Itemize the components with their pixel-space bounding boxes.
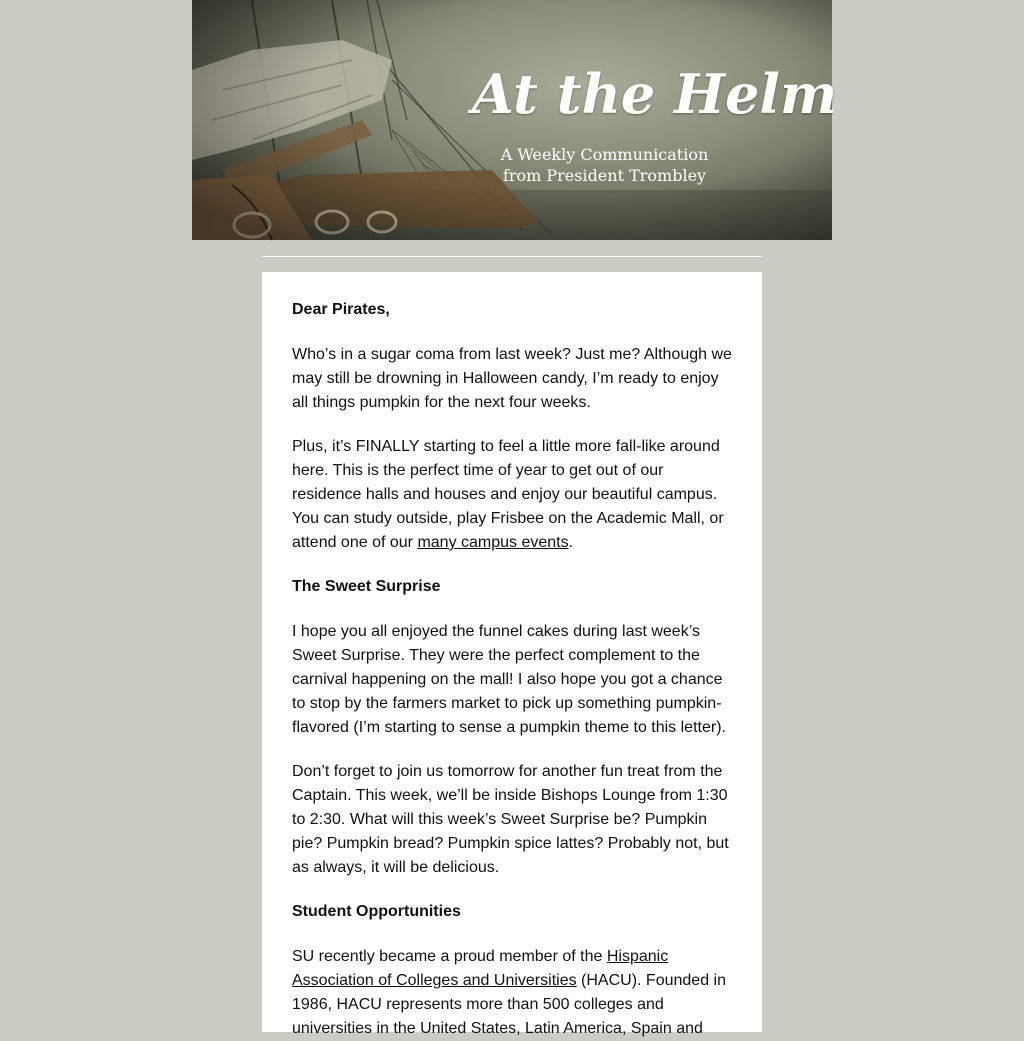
- paragraph-funnel-cakes: I hope you all enjoyed the funnel cakes during last week’s Sweet Surprise. They were the perfect complement to the carnival happening on the mall! I also hope you got a chance to stop by the farmers market to pick up something pumpkin-flavored (I’m starting to sense a pumpkin theme to this letter).: [292, 623, 726, 736]
- subtitle-line-1: A Weekly Communication: [500, 145, 709, 164]
- letter-body: [262, 272, 762, 1037]
- paragraph-fall-text: Plus, it’s FINALLY starting to feel a little more fall-like around here. This is the perfect time of year to get out of our residence halls and houses and enjoy our beautiful campus. You can study outside, play Frisbee on the Academic Mall, or attend one of our: [292, 438, 724, 551]
- header-divider: [262, 256, 762, 257]
- paragraph-fall-end: .: [568, 534, 574, 551]
- paragraph-hacu: [292, 945, 732, 1041]
- paragraph-fall: [292, 435, 732, 555]
- paragraph-hacu-rest: (HACU). Founded in 1986, HACU represents more than 500 colleges and universities in the United States, Latin America, Spain and: [292, 972, 726, 1037]
- newsletter-title: At the Helm: [472, 62, 838, 126]
- paragraph-intro: Who’s in a sugar coma from last week? Just me? Although we may still be drowning in Halloween candy, I’m ready to enjoy all things pumpkin for the next four weeks.: [292, 346, 732, 411]
- header-banner: [192, 0, 838, 240]
- heading-sweet-surprise: The Sweet Surprise: [292, 578, 441, 595]
- paragraph-hacu-text: SU recently became a proud member of the: [292, 948, 607, 965]
- paragraph-treat: Don’t forget to join us tomorrow for another fun treat from the Captain. This week, we’ll be inside Bishops Lounge from 1:30 to 2:30. What will this week’s Sweet Surprise be? Pumpkin pie? Pumpkin bread? Pumpkin spice lattes? Probably not, but as always, it will be delicious.: [292, 763, 729, 876]
- subtitle-line-2: from President Trombley: [502, 166, 707, 185]
- hacu-link[interactable]: Hispanic Association of Colleges and Universities: [292, 948, 669, 989]
- greeting: Dear Pirates,: [292, 301, 390, 318]
- heading-student-opportunities: Student Opportunities: [292, 903, 461, 920]
- newsletter-subtitle: [482, 144, 727, 186]
- campus-events-link[interactable]: many campus events: [417, 534, 569, 551]
